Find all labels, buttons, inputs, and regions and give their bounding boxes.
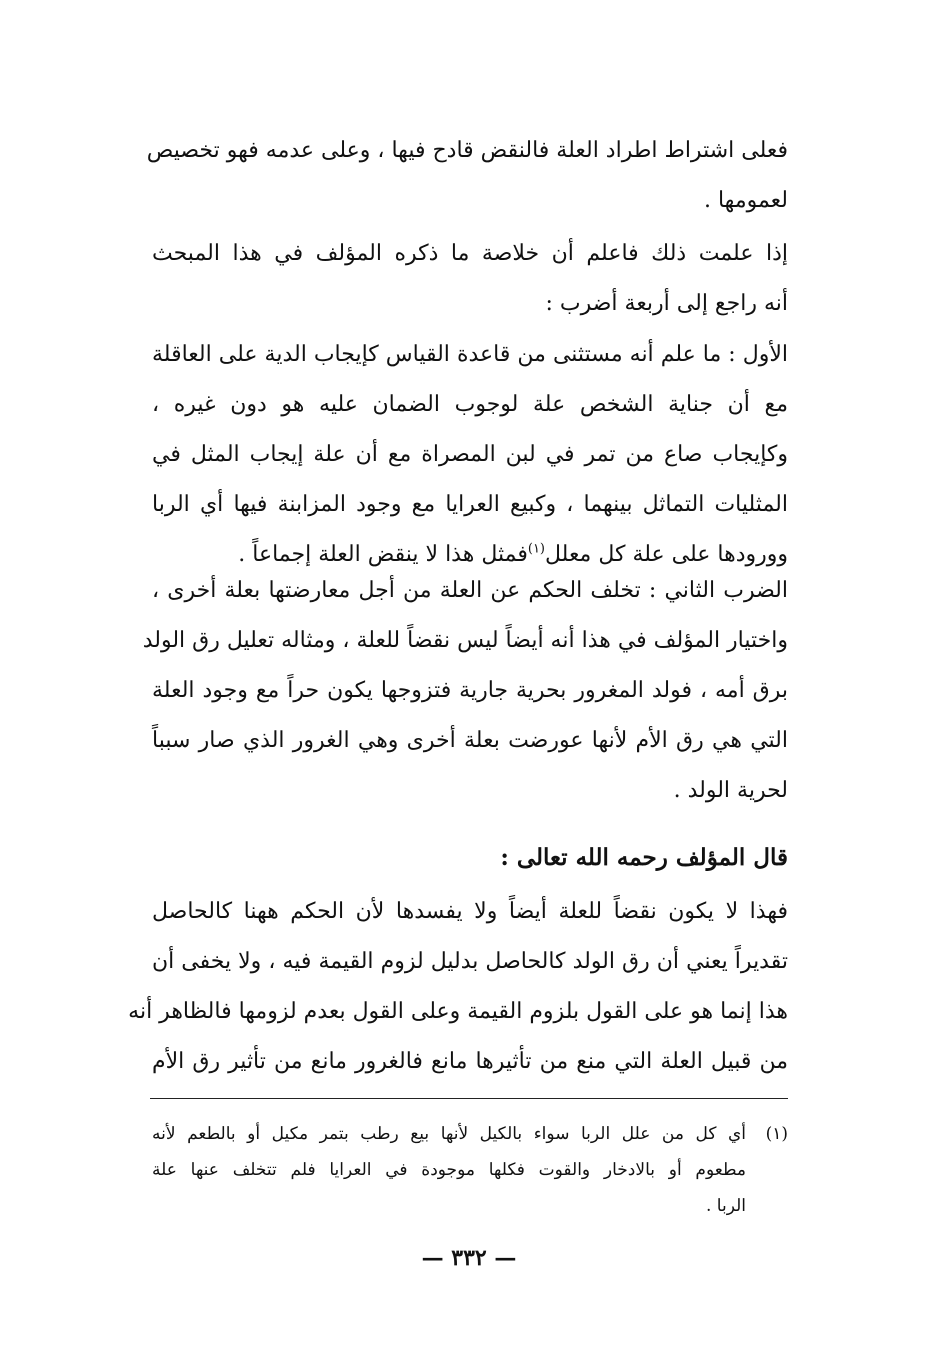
text-line: لحرية الولد .: [673, 778, 788, 803]
page-number: — ٣٣٢ —: [421, 1245, 517, 1271]
text-line: هذا إنما هو على القول بلزوم القيمة وعلى القول بعدم لزومها فالظاهر أنه: [128, 999, 788, 1024]
text-segment: فمثل هذا لا ينقض العلة إجماعاً .: [238, 542, 528, 567]
text-line: برق أمه ، فولد المغرور بحرية جارية فتزوجها يكون حراً مع وجود العلة: [152, 678, 788, 703]
footnote-line: الربا .: [705, 1196, 746, 1216]
paragraph-2: [152, 229, 788, 329]
text-line: فعلى اشتراط اطراد العلة فالنقض قادح فيها ، وعلى عدمه فهو تخصيص: [146, 138, 788, 163]
footnote-body: [152, 1116, 746, 1224]
footnote-line: مطعوم أو بالادخار والقوت فكلها موجودة في العرايا فلم تتخلف عنها علة: [152, 1160, 746, 1180]
text-line: أنه راجع إلى أربعة أضرب :: [545, 291, 788, 316]
paragraph-4: [142, 566, 788, 816]
text-line: الأول : ما علم أنه مستثنى من قاعدة القياس كإيجاب الدية على العاقلة: [152, 342, 788, 367]
paragraph-3: [152, 330, 788, 580]
footnote-number: (١): [765, 1124, 788, 1144]
footnote-divider: [150, 1098, 788, 1099]
text-line: واختيار المؤلف في هذا أنه أيضاً ليس نقضاً للعلة ، ومثاله تعليل رق الولد: [142, 628, 788, 653]
text-line: وكإيجاب صاع من تمر في لبن المصراة مع أن علة إيجاب المثل في: [152, 442, 788, 467]
text-line: من قبيل العلة التي منع من تأثيرها مانع فالغرور مانع من تأثير رق الأم: [152, 1049, 788, 1074]
text-line: فهذا لا يكون نقضاً للعلة أيضاً ولا يفسدها لأن الحكم ههنا كالحاصل: [152, 899, 788, 924]
paragraph-5: [128, 887, 788, 1087]
text-line: التي هي رق الأم لأنها عورضت بعلة أخرى وهي الغرور الذي صار سبباً: [152, 728, 788, 753]
paragraph-1: [146, 126, 788, 226]
text-line: مع أن جناية الشخص علة لوجوب الضمان عليه هو دون غيره ،: [152, 392, 788, 417]
text-segment: وورودها على علة كل معلل: [545, 542, 788, 567]
footnote: [152, 1116, 788, 1224]
text-line: المثليات التماثل بينهما ، وكبيع العرايا مع وجود المزابنة فيها أي الربا: [152, 492, 788, 517]
text-line: تقديراً يعني أن رق الولد كالحاصل بدليل لزوم القيمة فيه ، ولا يخفى أن: [152, 949, 788, 974]
text-line: إذا علمت ذلك فاعلم أن خلاصة ما ذكره المؤلف في هذا المبحث: [152, 241, 788, 266]
section-heading: قال المؤلف رحمه الله تعالى :: [500, 844, 788, 871]
text-line: الضرب الثاني : تخلف الحكم عن العلة من أجل معارضتها بعلة أخرى ،: [152, 578, 788, 603]
footnote-reference[interactable]: (١): [527, 541, 545, 557]
footnote-line: أي كل من علل الربا سواء بالكيل لأنها بيع رطب بتمر مكيل أو بالطعم لأنه: [152, 1124, 746, 1144]
text-line: لعمومها .: [703, 188, 788, 213]
